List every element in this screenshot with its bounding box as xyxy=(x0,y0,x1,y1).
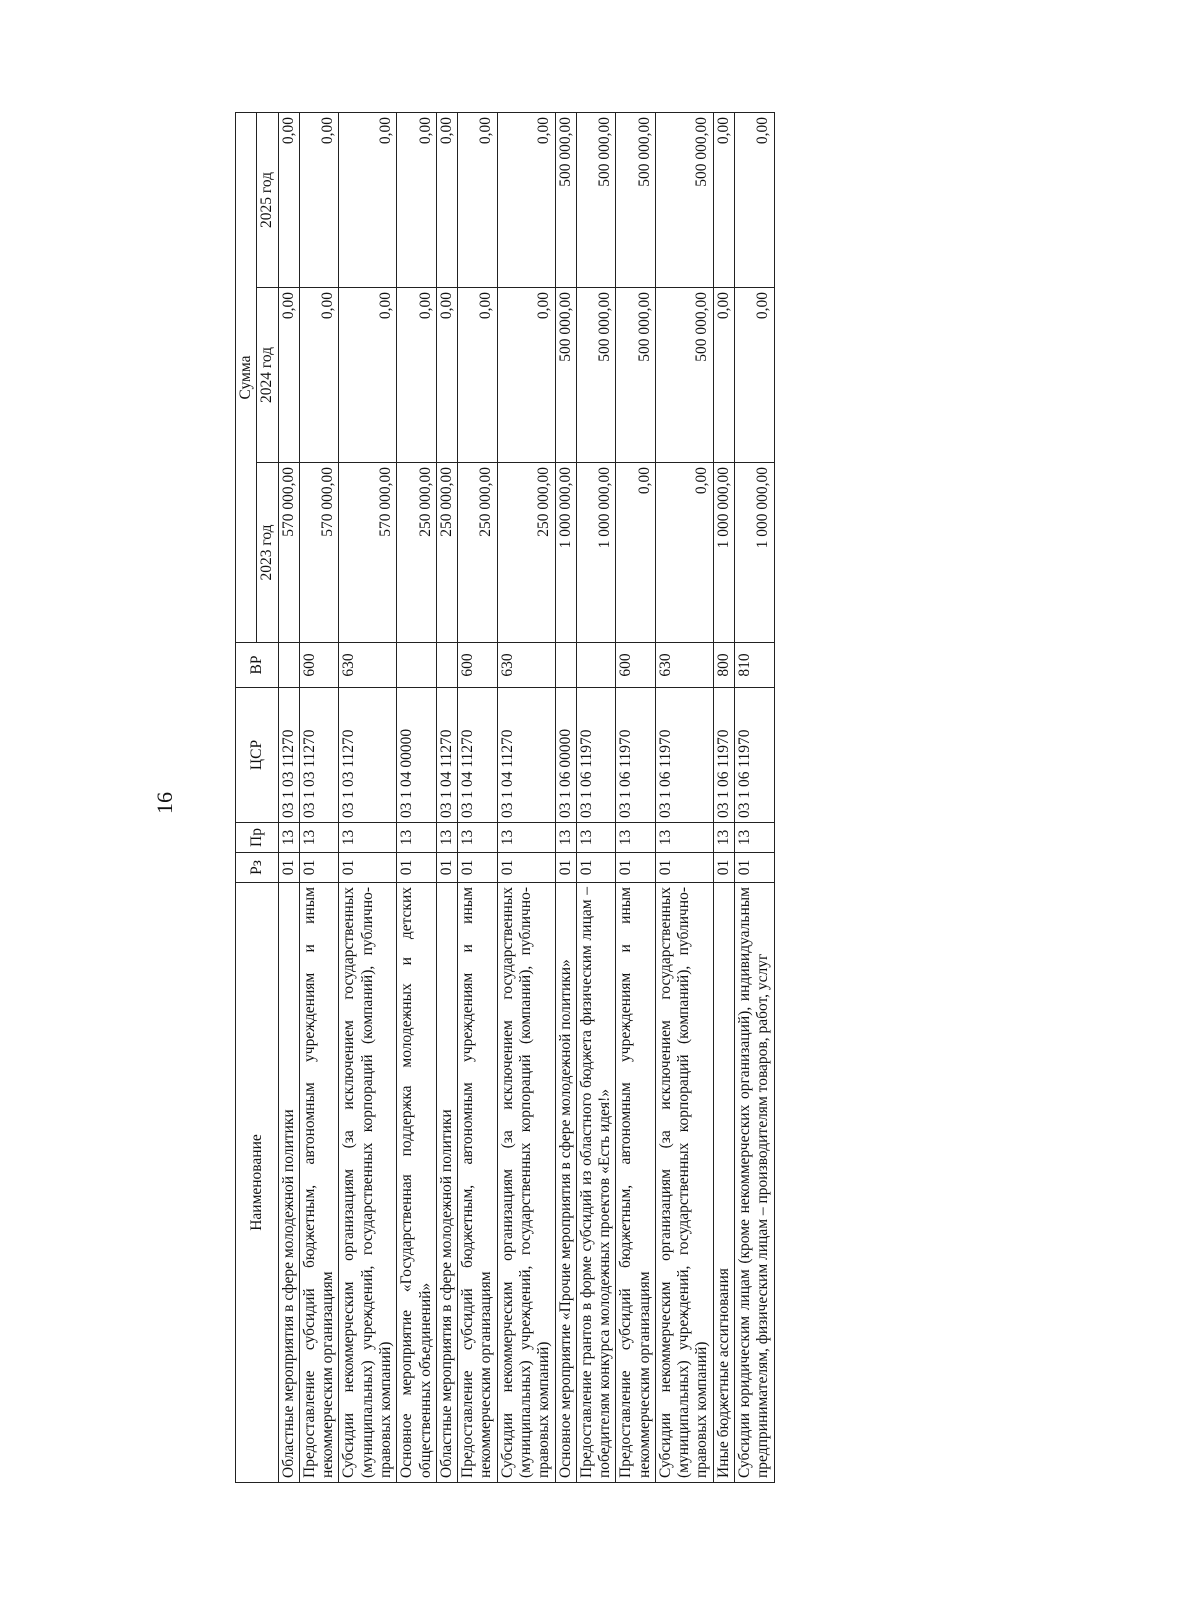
table-header xyxy=(236,112,279,1482)
table-row xyxy=(397,112,437,1482)
row-sum-2025: 500 000,00 xyxy=(576,112,616,287)
row-csr: 03 1 04 11270 xyxy=(436,688,457,823)
row-sum-2023: 0,00 xyxy=(616,463,656,643)
row-rz: 01 xyxy=(576,853,616,883)
row-rz: 01 xyxy=(436,853,457,883)
row-vr: 600 xyxy=(299,643,339,688)
row-vr: 630 xyxy=(339,643,397,688)
row-name: Предоставление субсидий бюджетным, автономным учреждениям и иным некоммерческим организациям xyxy=(458,883,498,1483)
table-row xyxy=(655,112,713,1482)
row-name: Иные бюджетные ассигнования xyxy=(713,883,734,1483)
row-name: Областные мероприятия в сфере молодежной политики xyxy=(278,883,299,1483)
header-pr: Пр xyxy=(236,823,279,853)
row-sum-2023: 250 000,00 xyxy=(436,463,457,643)
row-rz: 01 xyxy=(339,853,397,883)
row-sum-2025: 0,00 xyxy=(436,112,457,287)
row-name: Субсидии некоммерческим организациям (за исключением государственных (муниципальных) учреждений, государственных корпораций (компаний), публично-правовых компаний) xyxy=(497,883,555,1483)
row-sum-2024: 500 000,00 xyxy=(655,288,713,463)
row-sum-2023: 1 000 000,00 xyxy=(576,463,616,643)
row-sum-2023: 1 000 000,00 xyxy=(713,463,734,643)
row-csr: 03 1 06 11970 xyxy=(655,688,713,823)
row-pr: 13 xyxy=(735,823,775,853)
row-sum-2025: 0,00 xyxy=(339,112,397,287)
row-sum-2024: 0,00 xyxy=(339,288,397,463)
row-pr: 13 xyxy=(576,823,616,853)
row-vr: 630 xyxy=(497,643,555,688)
header-rz: Рз xyxy=(236,853,279,883)
row-sum-2023: 570 000,00 xyxy=(339,463,397,643)
row-sum-2023: 570 000,00 xyxy=(278,463,299,643)
table-row xyxy=(436,112,457,1482)
row-csr: 03 1 06 11970 xyxy=(576,688,616,823)
row-name: Субсидии некоммерческим организациям (за исключением государственных (муниципальных) учреждений, государственных корпораций (компаний), публично-правовых компаний) xyxy=(339,883,397,1483)
row-sum-2023: 570 000,00 xyxy=(299,463,339,643)
row-sum-2023: 0,00 xyxy=(655,463,713,643)
row-sum-2023: 1 000 000,00 xyxy=(555,463,576,643)
table-row xyxy=(735,112,775,1482)
row-sum-2025: 0,00 xyxy=(299,112,339,287)
row-sum-2024: 0,00 xyxy=(278,288,299,463)
row-name: Предоставление субсидий бюджетным, автономным учреждениям и иным некоммерческим организациям xyxy=(616,883,656,1483)
row-pr: 13 xyxy=(339,823,397,853)
row-vr xyxy=(278,643,299,688)
row-sum-2024: 0,00 xyxy=(735,288,775,463)
row-sum-2025: 500 000,00 xyxy=(555,112,576,287)
row-sum-2024: 500 000,00 xyxy=(616,288,656,463)
row-vr: 600 xyxy=(458,643,498,688)
table-row xyxy=(576,112,616,1482)
header-year-2024: 2024 год xyxy=(257,288,278,463)
row-vr: 800 xyxy=(713,643,734,688)
header-year-2025: 2025 год xyxy=(257,112,278,287)
row-sum-2025: 0,00 xyxy=(735,112,775,287)
row-csr: 03 1 06 00000 xyxy=(555,688,576,823)
row-pr: 13 xyxy=(458,823,498,853)
row-sum-2025: 0,00 xyxy=(713,112,734,287)
row-csr: 03 1 03 11270 xyxy=(339,688,397,823)
row-name: Субсидии некоммерческим организациям (за исключением государственных (муниципальных) учреждений, государственных корпораций (компаний), публично-правовых компаний) xyxy=(655,883,713,1483)
row-sum-2024: 500 000,00 xyxy=(555,288,576,463)
row-sum-2025: 0,00 xyxy=(397,112,437,287)
row-csr: 03 1 06 11970 xyxy=(616,688,656,823)
row-vr: 630 xyxy=(655,643,713,688)
row-rz: 01 xyxy=(555,853,576,883)
table-row xyxy=(339,112,397,1482)
row-name: Предоставление грантов в форме субсидий из областного бюджета физическим лицам – победителям конкурса молодежных проектов «Есть идея!» xyxy=(576,883,616,1483)
row-rz: 01 xyxy=(713,853,734,883)
row-sum-2024: 0,00 xyxy=(397,288,437,463)
row-name: Предоставление субсидий бюджетным, автономным учреждениям и иным некоммерческим организациям xyxy=(299,883,339,1483)
row-csr: 03 1 03 11270 xyxy=(299,688,339,823)
table-row xyxy=(555,112,576,1482)
header-vr: ВР xyxy=(236,643,279,688)
row-pr: 13 xyxy=(616,823,656,853)
header-year-2023: 2023 год xyxy=(257,463,278,643)
row-sum-2024: 500 000,00 xyxy=(576,288,616,463)
row-sum-2024: 0,00 xyxy=(436,288,457,463)
row-rz: 01 xyxy=(655,853,713,883)
row-csr: 03 1 04 11270 xyxy=(458,688,498,823)
row-name: Областные мероприятия в сфере молодежной политики xyxy=(436,883,457,1483)
row-name: Основное мероприятие «Прочие мероприятия в сфере молодежной политики» xyxy=(555,883,576,1483)
budget-table xyxy=(235,112,775,1483)
table-row xyxy=(458,112,498,1482)
row-name: Основное мероприятие «Государственная поддержка молодежных и детских общественных объединений» xyxy=(397,883,437,1483)
row-sum-2024: 0,00 xyxy=(713,288,734,463)
row-name: Субсидии юридическим лицам (кроме некоммерческих организаций), индивидуальным предпринимателям, физическим лицам – производителям товаров, работ, услуг xyxy=(735,883,775,1483)
table-row xyxy=(713,112,734,1482)
row-pr: 13 xyxy=(555,823,576,853)
row-rz: 01 xyxy=(497,853,555,883)
row-sum-2023: 1 000 000,00 xyxy=(735,463,775,643)
budget-table-wrapper xyxy=(235,113,925,1483)
row-sum-2024: 0,00 xyxy=(458,288,498,463)
row-pr: 13 xyxy=(436,823,457,853)
row-rz: 01 xyxy=(299,853,339,883)
row-vr: 600 xyxy=(616,643,656,688)
row-vr xyxy=(576,643,616,688)
row-sum-2025: 0,00 xyxy=(458,112,498,287)
row-csr: 03 1 03 11270 xyxy=(278,688,299,823)
header-csr: ЦСР xyxy=(236,688,279,823)
row-rz: 01 xyxy=(735,853,775,883)
row-rz: 01 xyxy=(458,853,498,883)
row-pr: 13 xyxy=(299,823,339,853)
page-number: 16 xyxy=(152,792,177,814)
row-pr: 13 xyxy=(278,823,299,853)
header-sum: Сумма xyxy=(236,112,257,642)
row-csr: 03 1 04 00000 xyxy=(397,688,437,823)
table-row xyxy=(616,112,656,1482)
row-rz: 01 xyxy=(278,853,299,883)
row-sum-2023: 250 000,00 xyxy=(458,463,498,643)
row-pr: 13 xyxy=(713,823,734,853)
row-vr: 810 xyxy=(735,643,775,688)
row-csr: 03 1 04 11270 xyxy=(497,688,555,823)
table-body xyxy=(278,112,774,1482)
row-sum-2025: 500 000,00 xyxy=(655,112,713,287)
row-csr: 03 1 06 11970 xyxy=(735,688,775,823)
row-sum-2024: 0,00 xyxy=(497,288,555,463)
row-vr xyxy=(397,643,437,688)
table-row xyxy=(278,112,299,1482)
row-sum-2023: 250 000,00 xyxy=(497,463,555,643)
row-csr: 03 1 06 11970 xyxy=(713,688,734,823)
row-rz: 01 xyxy=(397,853,437,883)
row-rz: 01 xyxy=(616,853,656,883)
row-sum-2023: 250 000,00 xyxy=(397,463,437,643)
row-sum-2025: 0,00 xyxy=(278,112,299,287)
table-row xyxy=(497,112,555,1482)
row-vr xyxy=(436,643,457,688)
row-sum-2025: 500 000,00 xyxy=(616,112,656,287)
table-row xyxy=(299,112,339,1482)
row-pr: 13 xyxy=(655,823,713,853)
row-vr xyxy=(555,643,576,688)
header-name: Наименование xyxy=(236,883,279,1483)
row-pr: 13 xyxy=(497,823,555,853)
row-pr: 13 xyxy=(397,823,437,853)
row-sum-2024: 0,00 xyxy=(299,288,339,463)
row-sum-2025: 0,00 xyxy=(497,112,555,287)
